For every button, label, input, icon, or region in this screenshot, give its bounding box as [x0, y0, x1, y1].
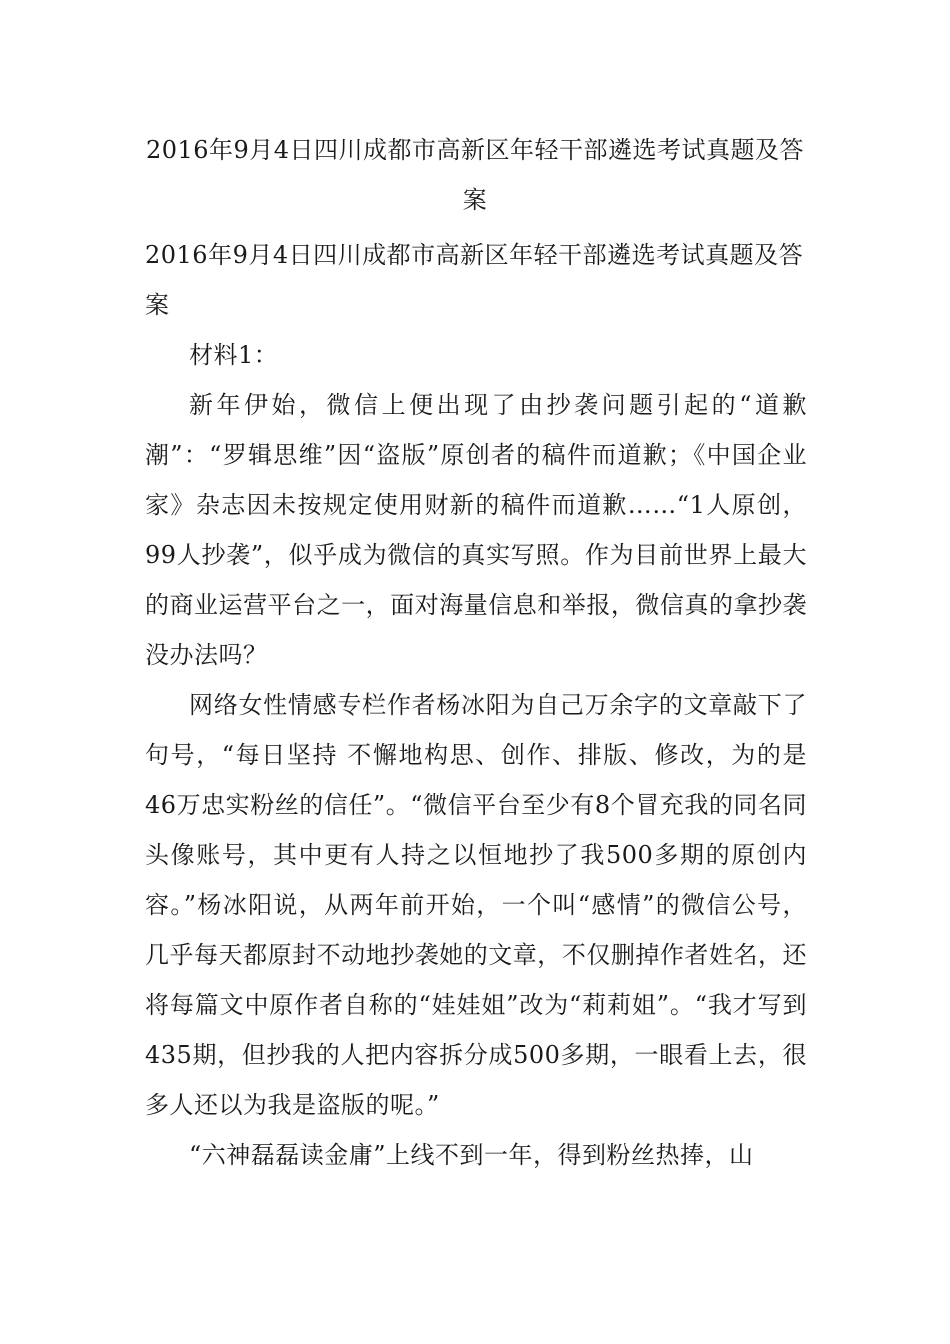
paragraph-3: “六神磊磊读金庸”上线不到一年，得到粉丝热捧，山	[189, 1141, 754, 1169]
document-subtitle: 2016年9月4日四川成都市高新区年轻干部遴选考试真题及答案	[145, 241, 804, 319]
material-label: 材料1：	[189, 341, 279, 369]
paragraph-1: 新年伊始，微信上便出现了由抄袭问题引起的“道歉潮”：“罗辑思维”因“盗版”原创者的稿件而道歉；《中国企业家》杂志因未按规定使用财新的稿件而道歉……“1人原创，99人抄袭”，似乎成为微信的真实写照。作为目前世界上最大的商业运营平台之一，面对海量信息和举报，微信真的拿抄袭没办法吗？	[145, 391, 807, 669]
document-body	[145, 230, 807, 1180]
paragraph-2: 网络女性情感专栏作者杨冰阳为自己万余字的文章敲下了句号，“每日坚持 不懈地构思、创作、排版、修改，为的是46万忠实粉丝的信任”。“微信平台至少有8个冒充我的同名同头像账号，其中更有人持之以恒地抄了我500多期的原创内容。”杨冰阳说，从两年前开始，一个叫“感情”的微信公号，几乎每天都原封不动地抄袭她的文章，不仅删掉作者姓名，还将每篇文中原作者自称的“娃娃姐”改为“莉莉姐”。“我才写到435期，但抄我的人把内容拆分成500多期，一眼看上去，很多人还以为我是盗版的呢。”	[145, 691, 807, 1119]
document-title: 2016年9月4日四川成都市高新区年轻干部遴选考试真题及答案	[145, 136, 805, 214]
